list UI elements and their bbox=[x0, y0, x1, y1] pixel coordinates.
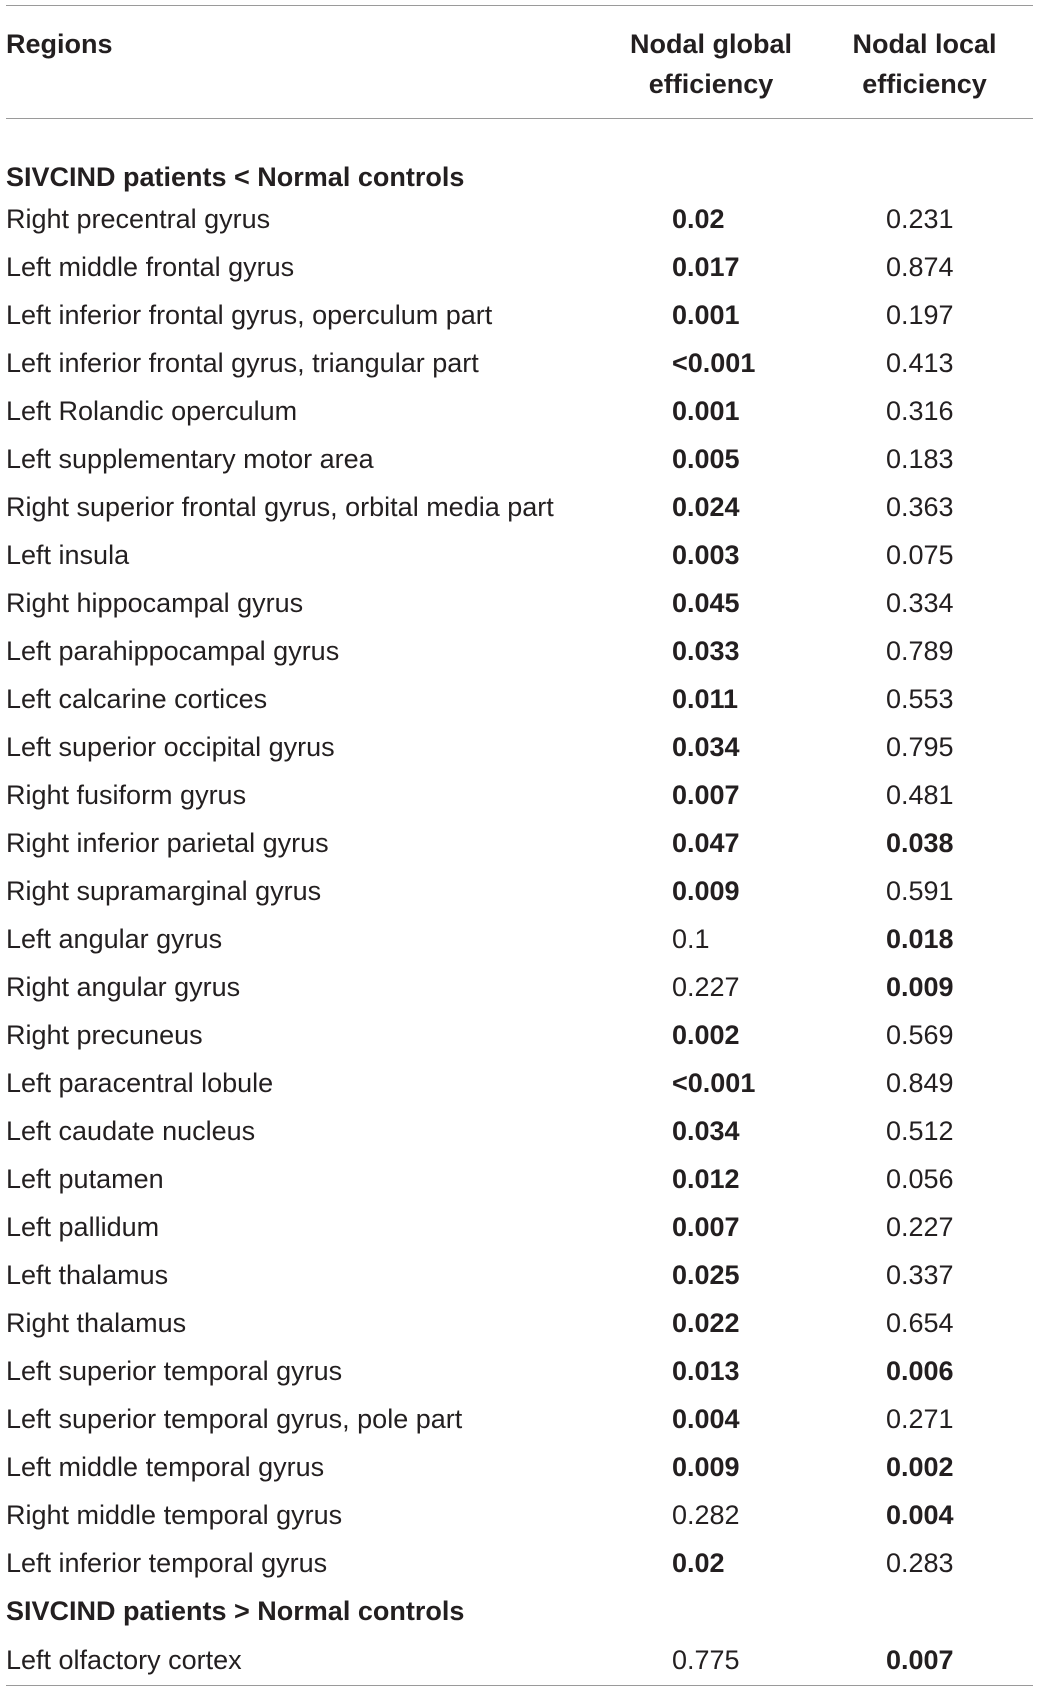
region-name-cell: Left superior temporal gyrus, pole part bbox=[6, 1403, 463, 1434]
region-name-cell: Right precentral gyrus bbox=[6, 203, 271, 234]
nodal-global-efficiency-cell: 0.001 bbox=[672, 395, 740, 426]
nodal-global-efficiency-cell: 0.007 bbox=[672, 1211, 740, 1242]
nodal-local-efficiency-cell: 0.591 bbox=[886, 875, 954, 906]
table-row bbox=[6, 675, 1033, 723]
nodal-global-efficiency-cell: 0.047 bbox=[672, 827, 740, 858]
results-table-container bbox=[6, 5, 1033, 1686]
region-name-cell: Left superior occipital gyrus bbox=[6, 731, 335, 762]
nodal-local-efficiency-cell: 0.569 bbox=[886, 1019, 954, 1050]
table-row bbox=[6, 339, 1033, 387]
header-nodal-local-efficiency bbox=[816, 6, 1033, 119]
region-name-cell: Left Rolandic operculum bbox=[6, 395, 298, 426]
table-row bbox=[6, 1635, 1033, 1685]
table-row bbox=[6, 531, 1033, 579]
region-name-cell: Left olfactory cortex bbox=[6, 1644, 242, 1675]
header-local-line-1: Nodal local bbox=[852, 29, 997, 59]
table-row bbox=[6, 867, 1033, 915]
region-name-cell: Right superior frontal gyrus, orbital media part bbox=[6, 491, 554, 522]
table-row bbox=[6, 627, 1033, 675]
nodal-local-efficiency-cell: 0.056 bbox=[886, 1163, 954, 1194]
region-name-cell: Left inferior frontal gyrus, triangular part bbox=[6, 347, 479, 378]
table-row bbox=[6, 771, 1033, 819]
nodal-local-efficiency-cell: 0.413 bbox=[886, 347, 954, 378]
table-row bbox=[6, 915, 1033, 963]
nodal-local-efficiency-cell: 0.795 bbox=[886, 731, 954, 762]
region-name-cell: Right fusiform gyrus bbox=[6, 779, 247, 810]
table-row bbox=[6, 1347, 1033, 1395]
table-row bbox=[6, 1395, 1033, 1443]
region-name-cell: Left putamen bbox=[6, 1163, 164, 1194]
table-row bbox=[6, 435, 1033, 483]
region-name-cell: Left angular gyrus bbox=[6, 923, 223, 954]
table-row bbox=[6, 819, 1033, 867]
nodal-global-efficiency-cell: 0.004 bbox=[672, 1403, 740, 1434]
table-row bbox=[6, 723, 1033, 771]
nodal-efficiency-table bbox=[6, 6, 1033, 1685]
nodal-local-efficiency-cell: 0.271 bbox=[886, 1403, 954, 1434]
nodal-local-efficiency-cell: 0.009 bbox=[886, 971, 954, 1002]
nodal-global-efficiency-cell: 0.033 bbox=[672, 635, 740, 666]
nodal-global-efficiency-cell: 0.007 bbox=[672, 779, 740, 810]
nodal-global-efficiency-cell: 0.034 bbox=[672, 731, 740, 762]
nodal-global-efficiency-cell: 0.003 bbox=[672, 539, 740, 570]
nodal-local-efficiency-cell: 0.006 bbox=[886, 1355, 954, 1386]
region-name-cell: Left insula bbox=[6, 539, 130, 570]
group-header-row bbox=[6, 1587, 1033, 1635]
nodal-global-efficiency-cell: 0.009 bbox=[672, 1451, 740, 1482]
group-label: SIVCIND patients > Normal controls bbox=[6, 1595, 465, 1626]
nodal-global-efficiency-cell: 0.02 bbox=[672, 1547, 725, 1578]
nodal-local-efficiency-cell: 0.002 bbox=[886, 1451, 954, 1482]
nodal-local-efficiency-cell: 0.849 bbox=[886, 1067, 954, 1098]
nodal-global-efficiency-cell: 0.024 bbox=[672, 491, 740, 522]
nodal-global-efficiency-cell: 0.005 bbox=[672, 443, 740, 474]
region-name-cell: Left inferior temporal gyrus bbox=[6, 1547, 328, 1578]
nodal-global-efficiency-cell: 0.1 bbox=[672, 923, 710, 954]
region-name-cell: Left middle frontal gyrus bbox=[6, 251, 295, 282]
nodal-local-efficiency-cell: 0.481 bbox=[886, 779, 954, 810]
region-name-cell: Left calcarine cortices bbox=[6, 683, 268, 714]
header-nodal-global-efficiency bbox=[606, 6, 816, 119]
nodal-local-efficiency-cell: 0.283 bbox=[886, 1547, 954, 1578]
nodal-global-efficiency-cell: 0.227 bbox=[672, 971, 740, 1002]
nodal-local-efficiency-cell: 0.183 bbox=[886, 443, 954, 474]
header-row bbox=[6, 6, 1033, 119]
header-global-line-2: efficiency bbox=[648, 69, 774, 99]
nodal-local-efficiency-cell: 0.337 bbox=[886, 1259, 954, 1290]
region-name-cell: Left paracentral lobule bbox=[6, 1067, 274, 1098]
nodal-local-efficiency-cell: 0.007 bbox=[886, 1644, 954, 1675]
table-row bbox=[6, 1011, 1033, 1059]
region-name-cell: Left middle temporal gyrus bbox=[6, 1451, 325, 1482]
table-row bbox=[6, 1107, 1033, 1155]
nodal-local-efficiency-cell: 0.654 bbox=[886, 1307, 954, 1338]
nodal-global-efficiency-cell: 0.001 bbox=[672, 299, 740, 330]
nodal-global-efficiency-cell: 0.017 bbox=[672, 251, 740, 282]
nodal-global-efficiency-cell: 0.002 bbox=[672, 1019, 740, 1050]
region-name-cell: Right hippocampal gyrus bbox=[6, 587, 304, 618]
nodal-global-efficiency-cell: 0.02 bbox=[672, 203, 725, 234]
region-name-cell: Left parahippocampal gyrus bbox=[6, 635, 340, 666]
nodal-global-efficiency-cell: 0.775 bbox=[672, 1644, 740, 1675]
nodal-local-efficiency-cell: 0.316 bbox=[886, 395, 954, 426]
region-name-cell: Left inferior frontal gyrus, operculum part bbox=[6, 299, 493, 330]
region-name-cell: Left caudate nucleus bbox=[6, 1115, 256, 1146]
nodal-local-efficiency-cell: 0.874 bbox=[886, 251, 954, 282]
region-name-cell: Right thalamus bbox=[6, 1307, 187, 1338]
nodal-global-efficiency-cell: 0.011 bbox=[672, 683, 739, 714]
nodal-local-efficiency-cell: 0.231 bbox=[886, 203, 954, 234]
nodal-local-efficiency-cell: 0.363 bbox=[886, 491, 954, 522]
nodal-global-efficiency-cell: 0.034 bbox=[672, 1115, 740, 1146]
table-row bbox=[6, 387, 1033, 435]
table-row bbox=[6, 291, 1033, 339]
table-row bbox=[6, 1443, 1033, 1491]
table-row bbox=[6, 1059, 1033, 1107]
table-row bbox=[6, 1299, 1033, 1347]
table-row bbox=[6, 1539, 1033, 1587]
table-row bbox=[6, 195, 1033, 243]
nodal-local-efficiency-cell: 0.038 bbox=[886, 827, 954, 858]
nodal-local-efficiency-cell: 0.197 bbox=[886, 299, 954, 330]
nodal-local-efficiency-cell: 0.004 bbox=[886, 1499, 954, 1530]
nodal-global-efficiency-cell: 0.022 bbox=[672, 1307, 740, 1338]
nodal-global-efficiency-cell: 0.045 bbox=[672, 587, 740, 618]
region-name-cell: Right precuneus bbox=[6, 1019, 203, 1050]
nodal-local-efficiency-cell: 0.227 bbox=[886, 1211, 954, 1242]
nodal-local-efficiency-cell: 0.334 bbox=[886, 587, 954, 618]
region-name-cell: Left supplementary motor area bbox=[6, 443, 374, 474]
table-row bbox=[6, 963, 1033, 1011]
header-local-line-2: efficiency bbox=[862, 69, 987, 99]
nodal-global-efficiency-cell: 0.012 bbox=[672, 1163, 740, 1194]
nodal-global-efficiency-cell: <0.001 bbox=[672, 1067, 756, 1098]
region-name-cell: Right angular gyrus bbox=[6, 971, 241, 1002]
region-name-cell: Left pallidum bbox=[6, 1211, 160, 1242]
nodal-global-efficiency-cell: 0.013 bbox=[672, 1355, 740, 1386]
region-name-cell: Right middle temporal gyrus bbox=[6, 1499, 343, 1530]
group-label: SIVCIND patients < Normal controls bbox=[6, 162, 465, 192]
table-body bbox=[6, 119, 1033, 1686]
header-regions: Regions bbox=[6, 29, 113, 59]
header-global-line-1: Nodal global bbox=[630, 29, 792, 59]
table-row bbox=[6, 579, 1033, 627]
nodal-global-efficiency-cell: 0.025 bbox=[672, 1259, 740, 1290]
table-row bbox=[6, 1155, 1033, 1203]
nodal-global-efficiency-cell: 0.009 bbox=[672, 875, 740, 906]
nodal-global-efficiency-cell: <0.001 bbox=[672, 347, 756, 378]
region-name-cell: Left superior temporal gyrus bbox=[6, 1355, 343, 1386]
nodal-local-efficiency-cell: 0.075 bbox=[886, 539, 954, 570]
group-header-row bbox=[6, 119, 1033, 196]
table-row bbox=[6, 1491, 1033, 1539]
table-row bbox=[6, 1203, 1033, 1251]
table-row bbox=[6, 1251, 1033, 1299]
table-row bbox=[6, 483, 1033, 531]
region-name-cell: Right supramarginal gyrus bbox=[6, 875, 322, 906]
nodal-local-efficiency-cell: 0.553 bbox=[886, 683, 954, 714]
nodal-local-efficiency-cell: 0.512 bbox=[886, 1115, 954, 1146]
region-name-cell: Right inferior parietal gyrus bbox=[6, 827, 329, 858]
region-name-cell: Left thalamus bbox=[6, 1259, 169, 1290]
nodal-local-efficiency-cell: 0.018 bbox=[886, 923, 954, 954]
nodal-global-efficiency-cell: 0.282 bbox=[672, 1499, 740, 1530]
table-row bbox=[6, 243, 1033, 291]
nodal-local-efficiency-cell: 0.789 bbox=[886, 635, 954, 666]
